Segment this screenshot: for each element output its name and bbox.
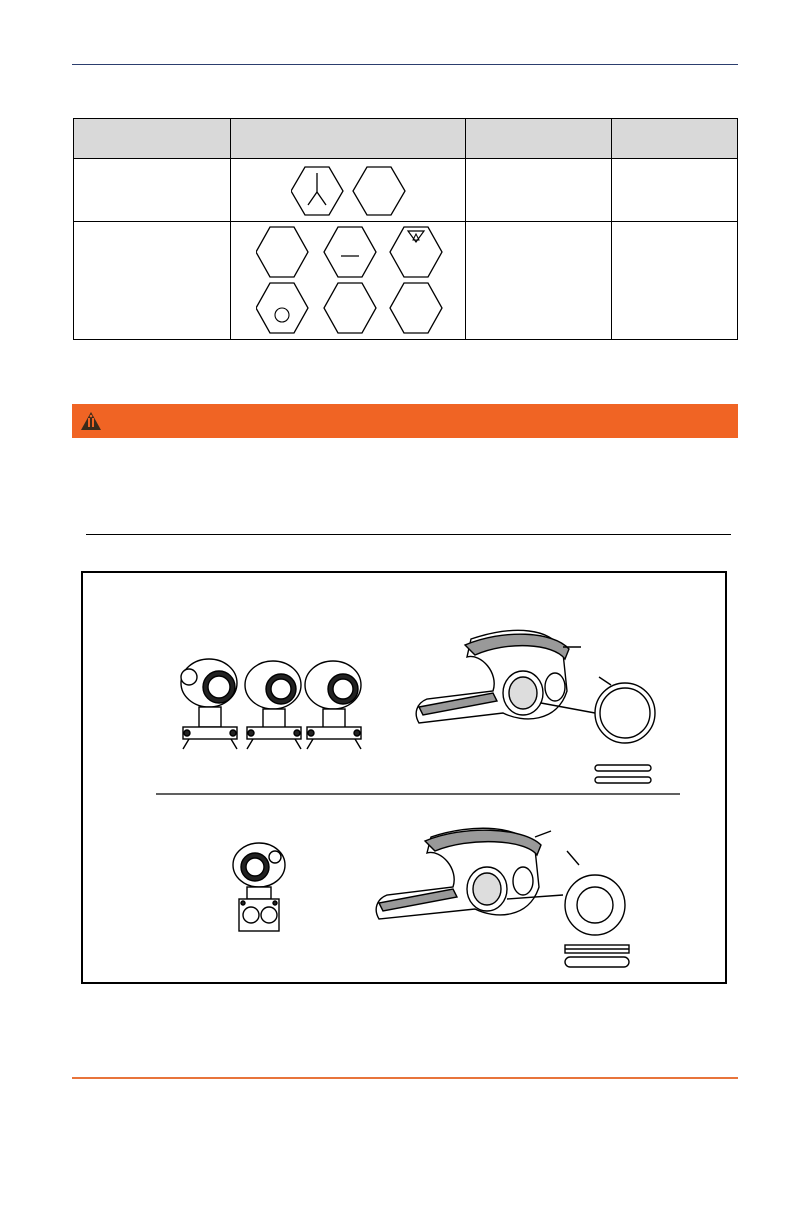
o-ring-drawing — [595, 677, 655, 783]
hex-circle-symbol — [256, 283, 308, 333]
symbol-table — [73, 118, 738, 340]
header-rule — [72, 64, 738, 65]
warning-banner — [72, 404, 738, 438]
hex-empty-symbol — [390, 283, 442, 333]
row2-symbols — [256, 225, 452, 337]
hex-empty-symbol — [353, 167, 405, 215]
transmitter-trio-drawing — [181, 659, 361, 749]
hex-empty-symbol — [256, 227, 308, 277]
section-rule — [86, 534, 731, 535]
table-header-row — [74, 119, 737, 159]
coplanar-transmitter-drawing — [233, 843, 285, 931]
flange-adapter-cutaway — [416, 630, 595, 723]
gasket-ring-drawing — [565, 851, 629, 967]
figure-drawing — [83, 573, 725, 982]
column-divider — [611, 119, 612, 339]
table-row — [74, 159, 737, 222]
hex-y-symbol — [291, 167, 343, 215]
warning-triangle-icon — [80, 410, 102, 432]
hex-empty-symbol — [324, 283, 376, 333]
flange-adapter-figure — [81, 571, 727, 984]
column-divider — [230, 119, 231, 339]
footer-rule — [72, 1077, 738, 1079]
hex-triangle-symbol — [390, 227, 442, 277]
row1-symbols — [291, 165, 411, 217]
hex-dash-symbol — [324, 227, 376, 277]
flange-adapter-cutaway — [376, 828, 563, 919]
table-row — [74, 222, 737, 339]
column-divider — [465, 119, 466, 339]
